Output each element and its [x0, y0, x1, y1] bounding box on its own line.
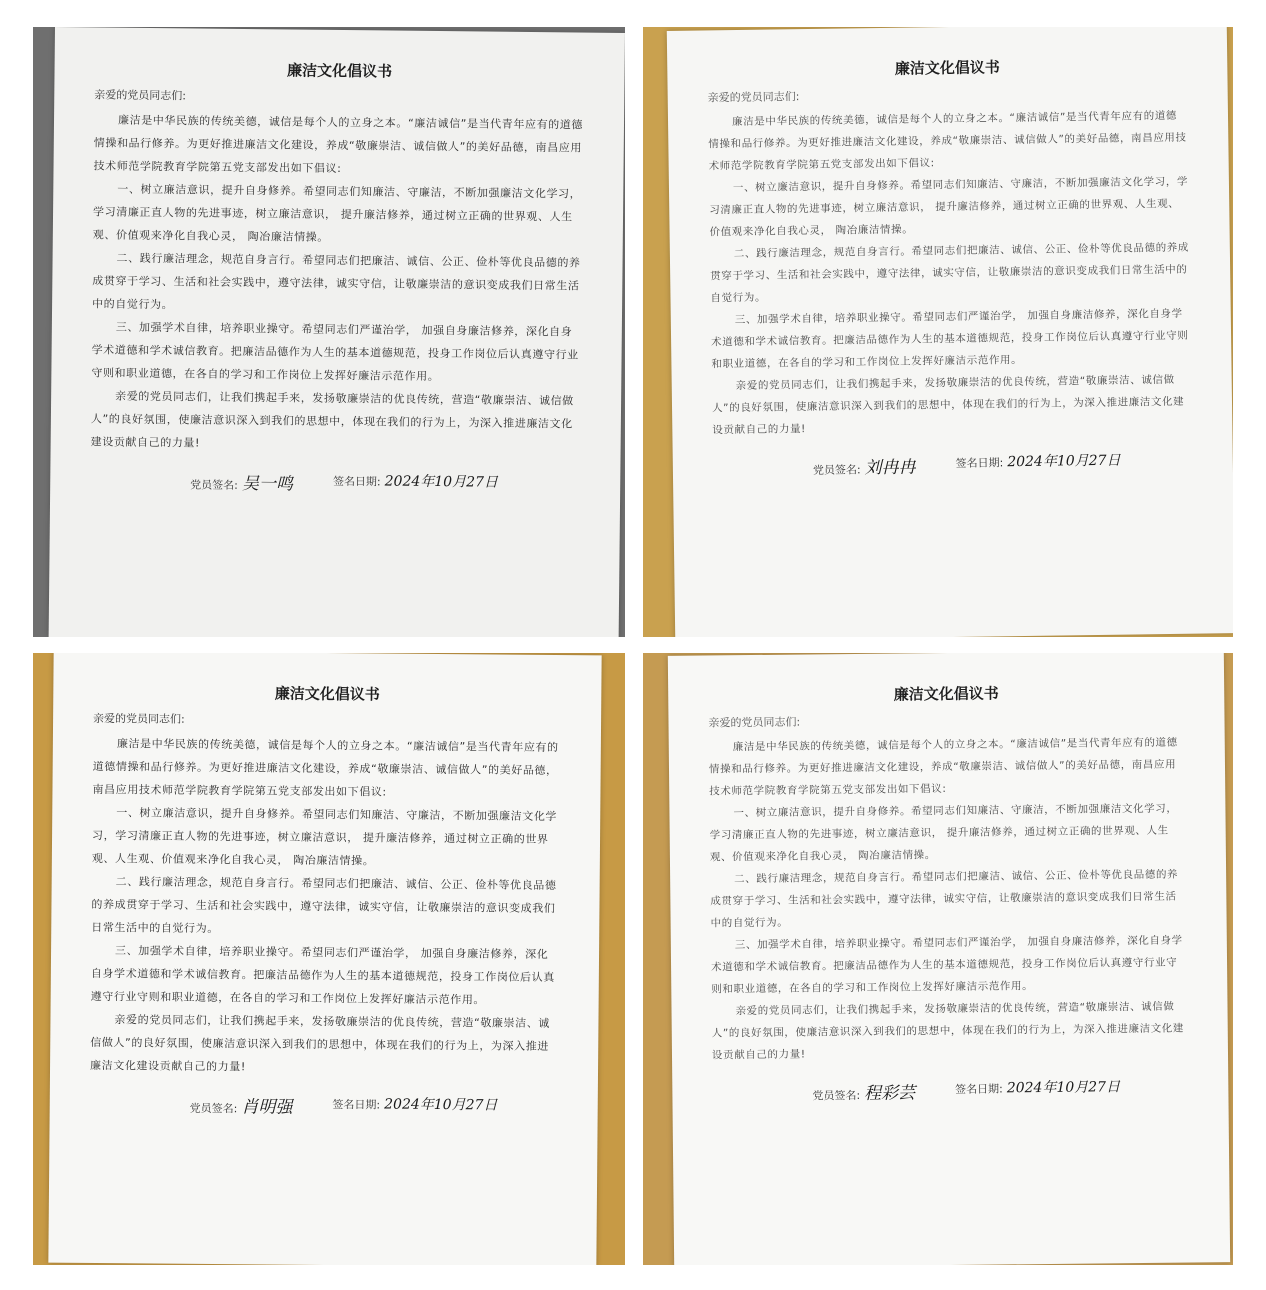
signature-row	[712, 1076, 1188, 1106]
document-photo-2	[643, 27, 1233, 637]
document-sheet	[49, 27, 625, 637]
document-photo-4	[643, 653, 1233, 1265]
document-title: 廉洁文化倡议书	[893, 684, 999, 704]
handwritten-signature: 程彩芸	[864, 1083, 916, 1104]
handwritten-signature: 吴一鸣	[241, 473, 294, 495]
handwritten-signature: 肖明强	[241, 1097, 293, 1118]
date-label: 签名日期:	[955, 456, 1004, 470]
paragraph: 亲爱的党员同志们，让我们携起手来，发扬敬廉崇洁的优良传统，营造“敬廉崇洁、诚信做人”的良好氛围，使廉洁意识深入到我们的思想中，体现在我们的行为上，为深入推进廉洁文化建设贡献自己的力量!	[90, 1013, 551, 1074]
paragraph: 亲爱的党员同志们，让我们携起手来，发扬敬廉崇洁的优良传统，营造“敬廉崇洁、诚信做人”的良好氛围，使廉洁意识深入到我们的思想中，体现在我们的行为上，为深入推进廉洁文化建设贡献自己的力量!	[711, 1000, 1185, 1062]
paragraph: 一、树立廉洁意识，提升自身修养。希望同志们知廉洁、守廉洁，不断加强廉洁文化学习，学习清廉正直人物的先进事迹，树立廉洁意识， 提升廉洁修养，通过树立正确的世界观、人生观、价值观来净化自我心灵， 陶冶廉洁情操。	[709, 802, 1178, 864]
document-title: 廉洁文化倡议书	[274, 684, 380, 704]
document-sheet	[668, 653, 1230, 1265]
paragraph: 二、践行廉洁理念，规范自身言行。希望同志们把廉洁、诚信、公正、俭朴等优良品德的养成贯穿于学习、生活和社会实践中，遵守法律，诚实守信，让敬廉崇洁的意识变成我们日常生活中的自觉行为。	[710, 241, 1190, 305]
sign-date: 2024年10月27日	[1007, 452, 1121, 471]
paragraph: 亲爱的党员同志们，让我们携起手来，发扬敬廉崇洁的优良传统，营造“敬廉崇洁、诚信做人”的良好氛围，使廉洁意识深入到我们的思想中，体现在我们的行为上，为深入推进廉洁文化建设贡献自己的力量!	[711, 373, 1185, 437]
sign-date: 2024年10月27日	[384, 1096, 498, 1114]
document-sheet	[48, 653, 601, 1265]
sign-label: 党员签名:	[190, 478, 238, 492]
paragraph: 二、践行廉洁理念，规范自身言行。希望同志们把廉洁、诚信、公正、俭朴等优良品德的养成贯穿于学习、生活和社会实践中，遵守法律，诚实守信，让敬廉崇洁的意识变成我们日常生活中的自觉行为。	[92, 251, 581, 312]
date-label: 签名日期:	[332, 1098, 381, 1112]
signature-row	[713, 449, 1193, 481]
paragraph: 廉洁是中华民族的传统美德，诚信是每个人的立身之本。“廉洁诚信”是当代青年应有的道德情操和品行修养。为更好推进廉洁文化建设，养成“敬廉崇洁、诚信做人”的美好品德，南昌应用技术师范学院教育学院第五党支部发出如下倡议:	[93, 113, 584, 176]
greeting: 亲爱的党员同志们:	[93, 711, 185, 726]
date-label: 签名日期:	[332, 474, 381, 489]
document-photo-3	[33, 653, 625, 1265]
sign-date: 2024年10月27日	[1006, 1079, 1121, 1097]
sign-label: 党员签名:	[812, 1088, 861, 1103]
signature-row	[90, 467, 580, 497]
paragraph: 廉洁是中华民族的传统美德，诚信是每个人的立身之本。“廉洁诚信”是当代青年应有的道德情操和品行修养。为更好推进廉洁文化建设，养成“敬廉崇洁、诚信做人”的美好品德，南昌应用技术师范学院教育学院第五党支部发出如下倡议:	[708, 736, 1178, 798]
paragraph: 廉洁是中华民族的传统美德，诚信是每个人的立身之本。“廉洁诚信”是当代青年应有的道德情操和品行修养。为更好推进廉洁文化建设，养成“敬廉崇洁、诚信做人”的美好品德，南昌应用技术师范学院教育学院第五党支部发出如下倡议:	[92, 737, 559, 799]
document-title: 廉洁文化倡议书	[286, 61, 393, 81]
document-title: 廉洁文化倡议书	[894, 58, 1000, 78]
sign-label: 党员签名:	[812, 463, 861, 477]
date-label: 签名日期:	[955, 1082, 1003, 1096]
sign-date: 2024年10月27日	[384, 473, 499, 491]
paragraph: 二、践行廉洁理念，规范自身言行。希望同志们把廉洁、诚信、公正、俭朴等优良品德的养成贯穿于学习、生活和社会实践中，遵守法律，诚实守信，让敬廉崇洁的意识变成我们日常生活中的自觉行为。	[91, 875, 557, 936]
paragraph: 一、树立廉洁意识，提升自身修养。希望同志们知廉洁、守廉洁，不断加强廉洁文化学习，学习清廉正直人物的先进事迹，树立廉洁意识， 提升廉洁修养，通过树立正确的世界观、人生观、价值观来净化自我心灵， 陶冶廉洁情操。	[92, 182, 582, 244]
paragraph: 三、加强学术自律，培养职业操守。希望同志们严谨治学， 加强自身廉洁修养，深化自身学术道德和学术诚信教育。把廉洁品德作为人生的基本道德规范，投身工作岗位后认真遵守行业守则和职业道德，在各自的学习和工作岗位上发挥好廉洁示范作用。	[91, 320, 579, 384]
paragraph: 三、加强学术自律，培养职业操守。希望同志们严谨治学， 加强自身廉洁修养，深化自身学术道德和学术诚信教育。把廉洁品德作为人生的基本道德规范，投身工作岗位后认真遵守行业守则和职业道德，在各自的学习和工作岗位上发挥好廉洁示范作用。	[711, 307, 1189, 371]
handwritten-signature: 刘冉冉	[864, 457, 916, 479]
greeting: 亲爱的党员同志们:	[707, 90, 800, 105]
paragraph: 一、树立廉洁意识，提升自身修养。希望同志们知廉洁、守廉洁，不断加强廉洁文化学习，学习清廉正直人物的先进事迹，树立廉洁意识， 提升廉洁修养，通过树立正确的世界观、人生观、价值观来净化自我心灵， 陶冶廉洁情操。	[709, 175, 1189, 239]
document-sheet	[667, 27, 1233, 637]
paragraph: 二、践行廉洁理念，规范自身言行。希望同志们把廉洁、诚信、公正、俭朴等优良品德的养成贯穿于学习、生活和社会实践中，遵守法律，诚实守信，让敬廉崇洁的意识变成我们日常生活中的自觉行为。	[710, 868, 1179, 930]
document-photo-1	[33, 27, 625, 637]
paragraph: 廉洁是中华民族的传统美德，诚信是每个人的立身之本。“廉洁诚信”是当代青年应有的道德情操和品行修养。为更好推进廉洁文化建设，养成“敬廉崇洁、诚信做人”的美好品德，南昌应用技术师范学院教育学院第五党支部发出如下倡议:	[708, 109, 1187, 173]
greeting: 亲爱的党员同志们:	[94, 88, 187, 103]
paragraph: 三、加强学术自律，培养职业操守。希望同志们严谨治学， 加强自身廉洁修养，深化自身学术道德和学术诚信教育。把廉洁品德作为人生的基本道德规范，投身工作岗位后认真遵守行业守则和职业道德，在各自的学习和工作岗位上发挥好廉洁示范作用。	[711, 934, 1183, 996]
greeting: 亲爱的党员同志们:	[708, 715, 801, 730]
paragraph: 一、树立廉洁意识，提升自身修养。希望同志们知廉洁、守廉洁，不断加强廉洁文化学习，学习清廉正直人物的先进事迹，树立廉洁意识， 提升廉洁修养，通过树立正确的世界观、人生观、价值观来净化自我心灵， 陶冶廉洁情操。	[91, 806, 558, 868]
sign-label: 党员签名:	[189, 1101, 238, 1116]
paragraph: 三、加强学术自律，培养职业操守。希望同志们严谨治学， 加强自身廉洁修养，深化自身学术道德和学术诚信教育。把廉洁品德作为人生的基本道德规范，投身工作岗位后认真遵守行业守则和职业道德，在各自的学习和工作岗位上发挥好廉洁示范作用。	[90, 944, 555, 1007]
signature-row	[90, 1091, 558, 1120]
paragraph: 亲爱的党员同志们，让我们携起手来，发扬敬廉崇洁的优良传统，营造“敬廉崇洁、诚信做人”的良好氛围，使廉洁意识深入到我们的思想中，体现在我们的行为上，为深入推进廉洁文化建设贡献自己的力量!	[90, 389, 574, 450]
